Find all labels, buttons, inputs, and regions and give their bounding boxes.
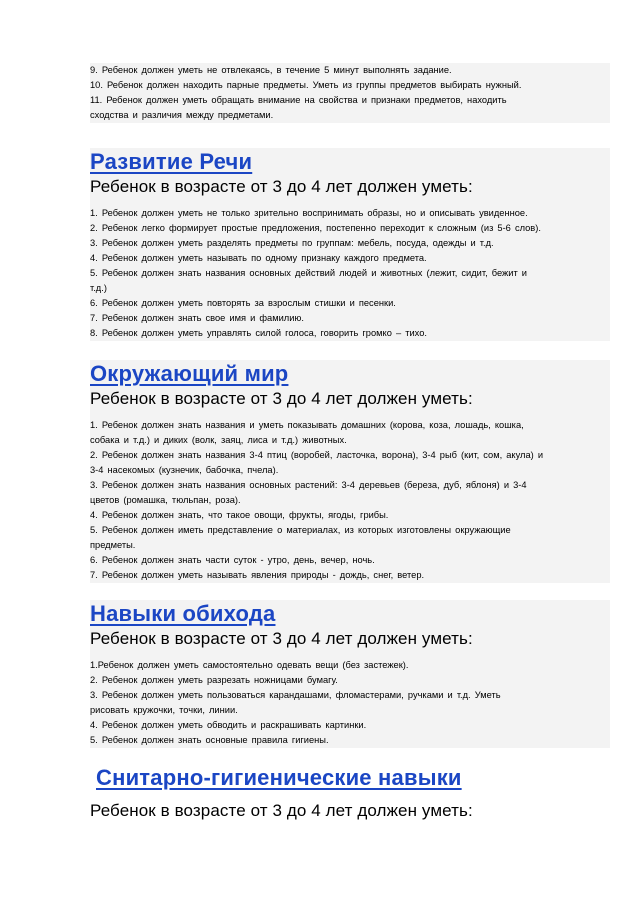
list-item: 2. Ребенок должен уметь разрезать ножницами бумагу. [90,673,610,688]
list-item: 3-4 насекомых (кузнечик, бабочка, пчела). [90,463,610,478]
spacer [90,197,610,206]
section-title [90,764,610,792]
list-item: 4. Ребенок должен уметь называть по одному признаку каждого предмета. [90,251,610,266]
list-item: 5. Ребенок должен иметь представление о материалах, из которых изготовлены окружающие [90,523,610,538]
spacer [90,649,610,658]
list-item: 3. Ребенок должен уметь пользоваться карандашами, фломастерами, ручками и т.д. Уметь [90,688,610,703]
list-item: 2. Ребенок должен знать названия 3-4 птиц (воробей, ласточка, ворона), 3-4 рыб (кит, сом, акула) и [90,448,610,463]
list-item: цветов (ромашка, тюльпан, роза). [90,493,610,508]
list-item: 6. Ребенок должен уметь повторять за взрослым стишки и песенки. [90,296,610,311]
list-item: предметы. [90,538,610,553]
section-title-text: Снитарно-гигиенические навыки [96,765,462,790]
list-item: 6. Ребенок должен знать части суток - утро, день, вечер, ночь. [90,553,610,568]
list-item: рисовать кружочки, точки, линии. [90,703,610,718]
section-hygiene [90,764,610,821]
list-item: 3. Ребенок должен уметь разделять предметы по группам: мебель, посуда, одежды и т.д. [90,236,610,251]
list-item: 1. Ребенок должен знать названия и уметь показывать домашних (корова, коза, лошадь, кошка, [90,418,610,433]
section-speech [90,148,610,341]
list-item: т.д.) [90,281,610,296]
section-subtitle: Ребенок в возрасте от 3 до 4 лет должен уметь: [90,628,610,649]
section-subtitle: Ребенок в возрасте от 3 до 4 лет должен уметь: [90,176,610,197]
list-item: 7. Ребенок должен уметь называть явления природы - дождь, снег, ветер. [90,568,610,583]
list-item: 10. Ребенок должен находить парные предметы. Уметь из группы предметов выбирать нужный. [90,78,610,93]
list-item: 4. Ребенок должен уметь обводить и раскрашивать картинки. [90,718,610,733]
list-item: 5. Ребенок должен знать основные правила гигиены. [90,733,610,748]
list-item: сходства и различия между предметами. [90,108,610,123]
list-item: 5. Ребенок должен знать названия основных действий людей и животных (лежит, сидит, бежит и [90,266,610,281]
list-item: 8. Ребенок должен уметь управлять силой голоса, говорить громко – тихо. [90,326,610,341]
section-title [90,600,610,628]
list-item: 9. Ребенок должен уметь не отвлекаясь, в течение 5 минут выполнять задание. [90,63,610,78]
list-item: 1. Ребенок должен уметь не только зрительно воспринимать образы, но и описывать увиденное. [90,206,610,221]
list-item: 3. Ребенок должен знать названия основных растений: 3-4 деревьев (береза, дуб, яблоня) и 3-4 [90,478,610,493]
section-subtitle: Ребенок в возрасте от 3 до 4 лет должен уметь: [90,388,610,409]
section-title [90,360,610,388]
list-item: 1.Ребенок должен уметь самостоятельно одевать вещи (без застежек). [90,658,610,673]
intro-list [90,63,610,123]
section-title-text: Развитие Речи [90,149,253,174]
spacer [90,409,610,418]
list-item: 7. Ребенок должен знать свое имя и фамилию. [90,311,610,326]
section-world [90,360,610,583]
list-item: собака и т.д.) и диких (волк, заяц, лиса и т.д.) животных. [90,433,610,448]
section-title [90,148,610,176]
list-item: 2. Ребенок легко формирует простые предложения, постепенно переходит к сложным (из 5-6 слов). [90,221,610,236]
list-item: 4. Ребенок должен знать, что такое овощи, фрукты, ягоды, грибы. [90,508,610,523]
list-item: 11. Ребенок должен уметь обращать внимание на свойства и признаки предметов, находить [90,93,610,108]
section-subtitle: Ребенок в возрасте от 3 до 4 лет должен уметь: [90,801,473,820]
section-household [90,600,610,748]
section-title-text: Окружающий мир [90,361,289,386]
section-title-text: Навыки обихода [90,601,276,626]
